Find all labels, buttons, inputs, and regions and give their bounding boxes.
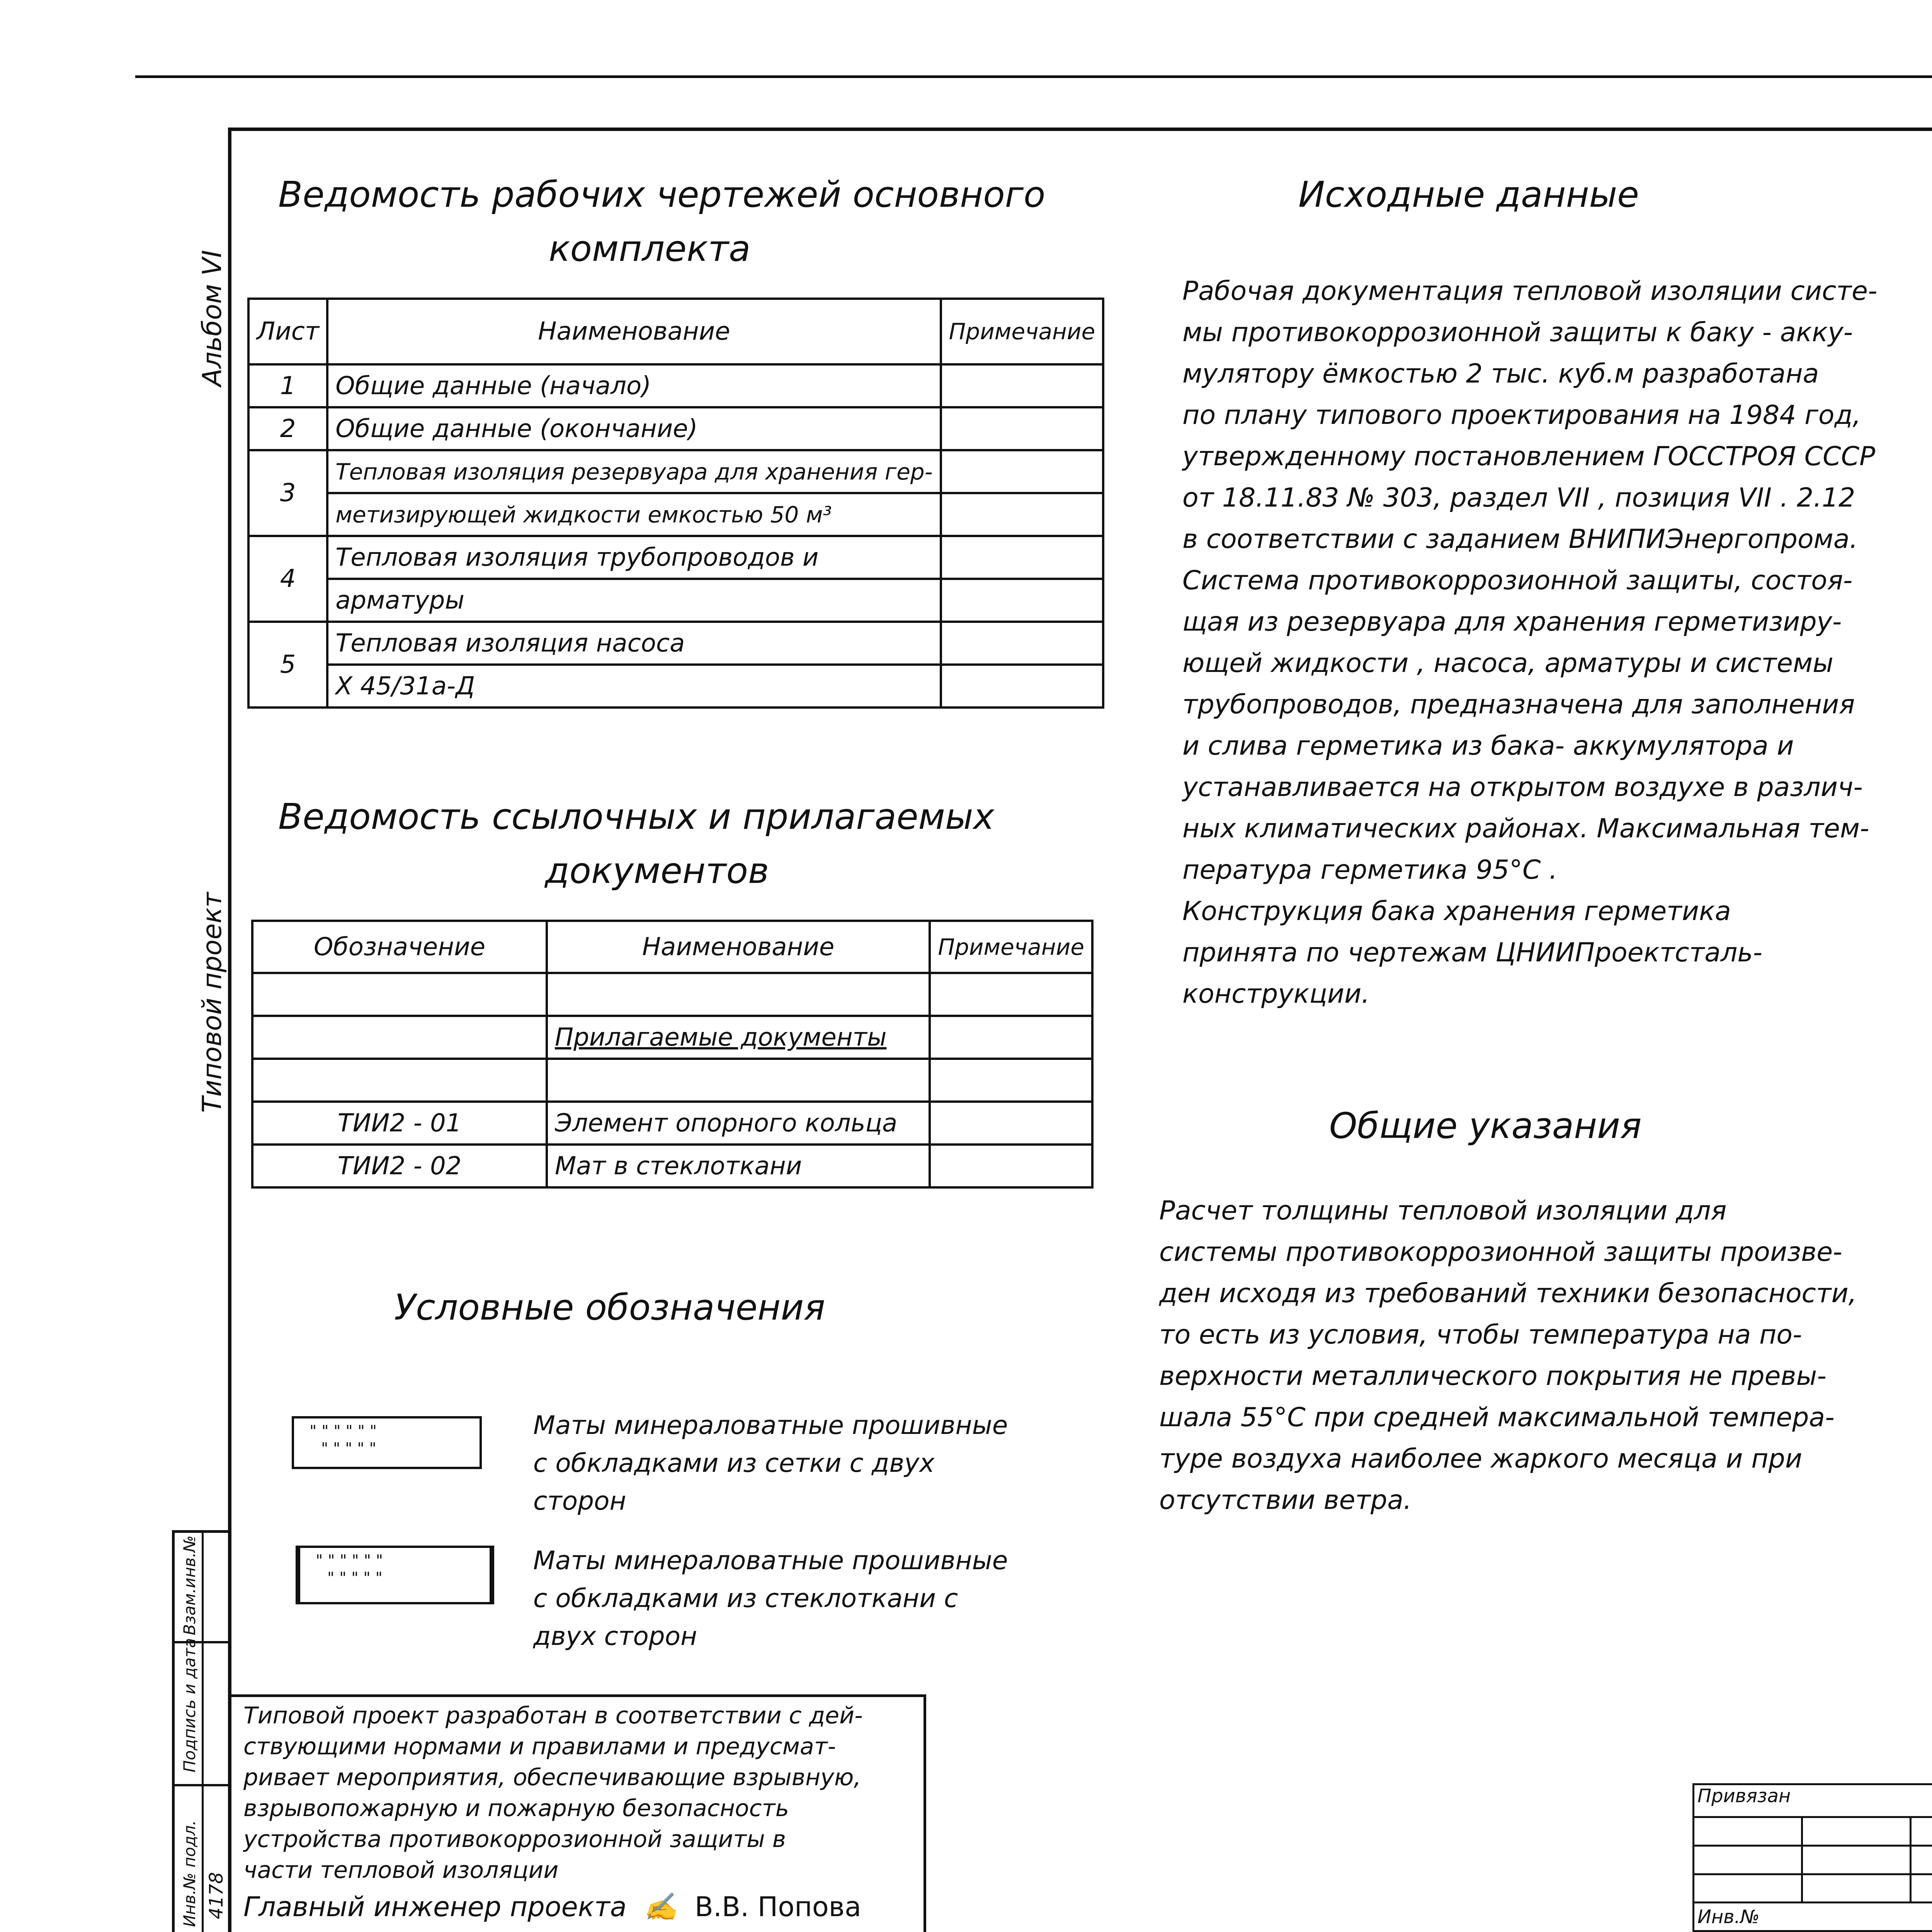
row-5-name-2: Х 45/31а-Д xyxy=(327,665,940,707)
ref-section: Прилагаемые документы xyxy=(547,1016,930,1059)
attached-stamp xyxy=(1692,1783,1932,1932)
header-note: Примечание xyxy=(941,299,1104,364)
general-notes-line: отсутствии ветра. xyxy=(1159,1485,1412,1515)
general-notes-line: туре воздуха наиболее жаркого месяца и при xyxy=(1159,1444,1803,1474)
ref-header-name: Наименование xyxy=(547,921,930,973)
initial-data-line: ющей жидкости , насоса, арматуры и системы xyxy=(1182,648,1833,679)
top-border-line xyxy=(135,75,1932,78)
row-2-name: Общие данные (окончание) xyxy=(327,407,940,450)
note-line: ривает мероприятия, обеспечивающие взрывную, xyxy=(243,1764,861,1791)
initial-data-line: и слива герметика из бака- аккумулятора и xyxy=(1182,731,1794,761)
row-1-sheet: 1 xyxy=(248,364,327,407)
initial-data-title: Исходные данные xyxy=(1298,174,1639,215)
references-list-title: Ведомость ссылочных и прилагаемых xyxy=(278,796,995,837)
left-side-stamp xyxy=(172,1530,231,1932)
initial-data-line: трубопроводов, предназначена для заполнения xyxy=(1182,689,1855,720)
initial-data-line: Рабочая документация тепловой изоляции систе- xyxy=(1182,276,1878,306)
row-2-sheet: 2 xyxy=(248,407,327,450)
references-list-title-2: документов xyxy=(545,850,769,891)
drawings-list-title: Ведомость рабочих чертежей основного xyxy=(278,174,1046,215)
initial-data-line: от 18.11.83 № 303, раздел VII , позиция VII . 2.12 xyxy=(1182,483,1855,513)
row-3-sheet: 3 xyxy=(248,450,327,536)
initial-data-line: устанавливается на открытом воздухе в различ- xyxy=(1182,772,1863,803)
row-1-name: Общие данные (начало) xyxy=(327,364,940,407)
row-3-name: Тепловая изоляция резервуара для хранения гер- xyxy=(327,450,940,493)
legend-item-1: Маты минераловатные прошивные с обкладками из сетки с двух сторон xyxy=(533,1410,1008,1516)
initial-data-line: щая из резервуара для хранения герметизиру- xyxy=(1182,607,1842,637)
legend-fiberglass-mat-symbol: " " " " " " " " " " " xyxy=(296,1546,494,1604)
row-4-sheet: 4 xyxy=(248,536,327,622)
initial-data-line: Система противокоррозионной защиты, состоя- xyxy=(1182,565,1853,596)
chief-engineer-label: Главный инженер проекта xyxy=(243,1891,627,1923)
row-5-sheet: 5 xyxy=(248,622,327,707)
legend-mesh-mat-symbol: " " " " " " " " " " " xyxy=(292,1416,482,1469)
drawings-list-title-2: комплекта xyxy=(549,228,751,269)
legend-item-2: Маты минераловатные прошивные с обкладками из стеклоткани с двух сторон xyxy=(533,1546,1008,1651)
chief-engineer-name: В.В. Попова xyxy=(694,1891,861,1923)
side-stamp-vzam: Взам.инв.№ xyxy=(180,1535,199,1635)
compliance-note-box xyxy=(228,1694,926,1932)
general-notes-line: шала 55°С при средней максимальной темпера- xyxy=(1159,1402,1835,1433)
initial-data-line: по плану типового проектирования на 1984 год, xyxy=(1182,400,1861,430)
initial-data-line: утвержденному постановлением ГОССТРОЯ СССР xyxy=(1182,441,1876,472)
signature: ✍ xyxy=(635,1891,686,1923)
side-stamp-inv: Инв.№ подл. xyxy=(180,1820,199,1927)
initial-data-line: Конструкция бака хранения герметика xyxy=(1182,896,1731,927)
attached-label: Привязан xyxy=(1694,1784,1932,1817)
references-table xyxy=(251,920,1094,1189)
ref-header-code: Обозначение xyxy=(252,921,547,973)
drawings-table xyxy=(247,298,1104,709)
general-notes-line: то есть из условия, чтобы температура на по- xyxy=(1159,1320,1802,1350)
general-notes-text xyxy=(1159,1190,1857,1521)
row-4-name: Тепловая изоляция трубопроводов и xyxy=(327,536,940,579)
legend-title: Условные обозначения xyxy=(394,1287,825,1328)
note-line: Типовой проект разработан в соответствии с дей- xyxy=(243,1702,863,1729)
initial-data-line: в соответствии с заданием ВНИПИЭнергопрома. xyxy=(1182,524,1858,554)
side-label-album: Альбом VI xyxy=(197,250,228,386)
general-notes-line: Расчет толщины тепловой изоляции для xyxy=(1159,1196,1727,1226)
ref-row-2-code: ТИИ2 - 02 xyxy=(252,1145,547,1187)
header-sheet: Лист xyxy=(248,299,327,364)
note-line: части тепловой изоляции xyxy=(243,1857,559,1884)
row-4-name-2: арматуры xyxy=(327,579,940,622)
ref-header-note: Примечание xyxy=(930,921,1092,973)
header-name: Наименование xyxy=(327,299,940,364)
ref-row-1-code: ТИИ2 - 01 xyxy=(252,1102,547,1145)
side-stamp-signature: Подпись и дата xyxy=(180,1638,199,1772)
note-line: устройства противокоррозионной защиты в xyxy=(243,1826,786,1853)
side-stamp-value: 4178 xyxy=(206,1872,227,1919)
row-3-name-2: метизирующей жидкости емкостью 50 м³ xyxy=(327,493,940,536)
note-line: взрывопожарную и пожарную безопасность xyxy=(243,1795,789,1822)
initial-data-line: мы противокоррозионной защиты к баку - акку- xyxy=(1182,317,1853,348)
initial-data-line: конструкции. xyxy=(1182,979,1370,1009)
row-5-name: Тепловая изоляция насоса xyxy=(327,622,940,665)
initial-data-line: принята по чертежам ЦНИИПроектсталь- xyxy=(1182,937,1763,968)
side-label-project: Типовой проект xyxy=(197,892,228,1113)
initial-data-line: ных климатических районах. Максимальная тем- xyxy=(1182,813,1869,844)
general-notes-title: Общие указания xyxy=(1329,1105,1642,1146)
note-line: ствующими нормами и правилами и предусмат- xyxy=(243,1733,836,1760)
general-notes-line: системы противокоррозионной защиты произве- xyxy=(1159,1237,1842,1267)
general-notes-line: ден исходя из требований техники безопасности, xyxy=(1159,1278,1857,1309)
ref-row-2-name: Мат в стеклоткани xyxy=(547,1145,930,1187)
ref-row-1-name: Элемент опорного кольца xyxy=(547,1102,930,1145)
initial-data-line: пература герметика 95°С . xyxy=(1182,855,1558,885)
inv-label: Инв.№ xyxy=(1694,1903,1932,1931)
general-notes-line: верхности металлического покрытия не превы- xyxy=(1159,1361,1827,1391)
initial-data-text xyxy=(1182,270,1877,1015)
initial-data-line: мулятору ёмкостью 2 тыс. куб.м разработана xyxy=(1182,359,1819,389)
